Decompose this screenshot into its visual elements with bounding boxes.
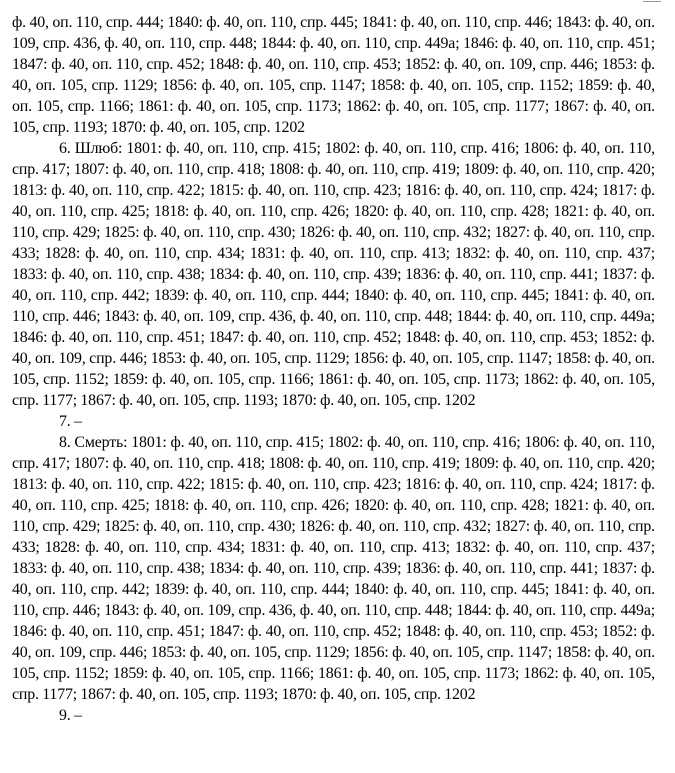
paragraph-item-7: 7. – [59,413,82,430]
paragraph-item-9: 9. – [59,707,82,724]
document-page [12,12,655,726]
paragraph-item-6-marriage: 6. Шлюб: 1801: ф. 40, оп. 110, спр. 415; 1802: ф. 40, оп. 110, спр. 416; 1806: ф. 40, оп. 110, спр. 417; 1807: ф. 40, оп. 110, спр. 418; 1808: ф. 40, оп. 110, спр. 419; 1809: ф. 40, оп. 110, спр. 420; 1813: ф. 40, оп. 110, спр. 422; 1815: ф. 40, оп. 110, спр. 423; 1816: ф. 40, оп. 110, спр. 424; 1817: ф. 40, оп. 110, спр. 425; 1818: ф. 40, оп. 110, спр. 426; 1820: ф. 40, оп. 110, спр. 428; 1821: ф. 40, оп. 110, спр. 429; 1825: ф. 40, оп. 110, спр. 430; 1826: ф. 40, оп. 110, спр. 432; 1827: ф. 40, оп. 110, спр. 433; 1828: ф. 40, оп. 110, спр. 434; 1831: ф. 40, оп. 110, спр. 413; 1832: ф. 40, оп. 110, спр. 437; 1833: ф. 40, оп. 110, спр. 438; 1834: ф. 40, оп. 110, спр. 439; 1836: ф. 40, оп. 110, спр. 441; 1837: ф. 40, оп. 110, спр. 442; 1839: ф. 40, оп. 110, спр. 444; 1840: ф. 40, оп. 110, спр. 445; 1841: ф. 40, оп. 110, спр. 446; 1843: ф. 40, оп. 109, спр. 436, ф. 40, оп. 110, спр. 448; 1844: ф. 40, оп. 110, спр. 449а; 1846: ф. 40, оп. 110, спр. 451; 1847: ф. 40, оп. 110, спр. 452; 1848: ф. 40, оп. 110, спр. 453; 1852: ф. 40, оп. 109, спр. 446; 1853: ф. 40, оп. 105, спр. 1129; 1856: ф. 40, оп. 105, спр. 1147; 1858: ф. 40, оп. 105, спр. 1152; 1859: ф. 40, оп. 105, спр. 1166; 1861: ф. 40, оп. 105, спр. 1173; 1862: ф. 40, оп. 105, спр. 1177; 1867: ф. 40, оп. 105, спр. 1193; 1870: ф. 40, оп. 105, спр. 1202 [12,140,655,409]
paragraph-continuation: ф. 40, оп. 110, спр. 444; 1840: ф. 40, оп. 110, спр. 445; 1841: ф. 40, оп. 110, спр. 446; 1843: ф. 40, оп. 109, спр. 436, ф. 40, оп. 110, спр. 448; 1844: ф. 40, оп. 110, спр. 449а; 1846: ф. 40, оп. 110, спр. 451; 1847: ф. 40, оп. 110, спр. 452; 1848: ф. 40, оп. 110, спр. 453; 1852: ф. 40, оп. 109, спр. 446; 1853: ф. 40, оп. 105, спр. 1129; 1856: ф. 40, оп. 105, спр. 1147; 1858: ф. 40, оп. 105, спр. 1152; 1859: ф. 40, оп. 105, спр. 1166; 1861: ф. 40, оп. 105, спр. 1173; 1862: ф. 40, оп. 105, спр. 1177; 1867: ф. 40, оп. 105, спр. 1193; 1870: ф. 40, оп. 105, спр. 1202 [12,14,655,136]
paragraph-item-8-death: 8. Смерть: 1801: ф. 40, оп. 110, спр. 415; 1802: ф. 40, оп. 110, спр. 416; 1806: ф. 40, оп. 110, спр. 417; 1807: ф. 40, оп. 110, спр. 418; 1808: ф. 40, оп. 110, спр. 419; 1809: ф. 40, оп. 110, спр. 420; 1813: ф. 40, оп. 110, спр. 422; 1815: ф. 40, оп. 110, спр. 423; 1816: ф. 40, оп. 110, спр. 424; 1817: ф. 40, оп. 110, спр. 425; 1818: ф. 40, оп. 110, спр. 426; 1820: ф. 40, оп. 110, спр. 428; 1821: ф. 40, оп. 110, спр. 429; 1825: ф. 40, оп. 110, спр. 430; 1826: ф. 40, оп. 110, спр. 432; 1827: ф. 40, оп. 110, спр. 433; 1828: ф. 40, оп. 110, спр. 434; 1831: ф. 40, оп. 110, спр. 413; 1832: ф. 40, оп. 110, спр. 437; 1833: ф. 40, оп. 110, спр. 438; 1834: ф. 40, оп. 110, спр. 439; 1836: ф. 40, оп. 110, спр. 441; 1837: ф. 40, оп. 110, спр. 442; 1839: ф. 40, оп. 110, спр. 444; 1840: ф. 40, оп. 110, спр. 445; 1841: ф. 40, оп. 110, спр. 446; 1843: ф. 40, оп. 109, спр. 436, ф. 40, оп. 110, спр. 448; 1844: ф. 40, оп. 110, спр. 449а; 1846: ф. 40, оп. 110, спр. 451; 1847: ф. 40, оп. 110, спр. 452; 1848: ф. 40, оп. 110, спр. 453; 1852: ф. 40, оп. 109, спр. 446; 1853: ф. 40, оп. 105, спр. 1129; 1856: ф. 40, оп. 105, спр. 1147; 1858: ф. 40, оп. 105, спр. 1152; 1859: ф. 40, оп. 105, спр. 1166; 1861: ф. 40, оп. 105, спр. 1173; 1862: ф. 40, оп. 105, спр. 1177; 1867: ф. 40, оп. 105, спр. 1193; 1870: ф. 40, оп. 105, спр. 1202 [12,434,655,703]
